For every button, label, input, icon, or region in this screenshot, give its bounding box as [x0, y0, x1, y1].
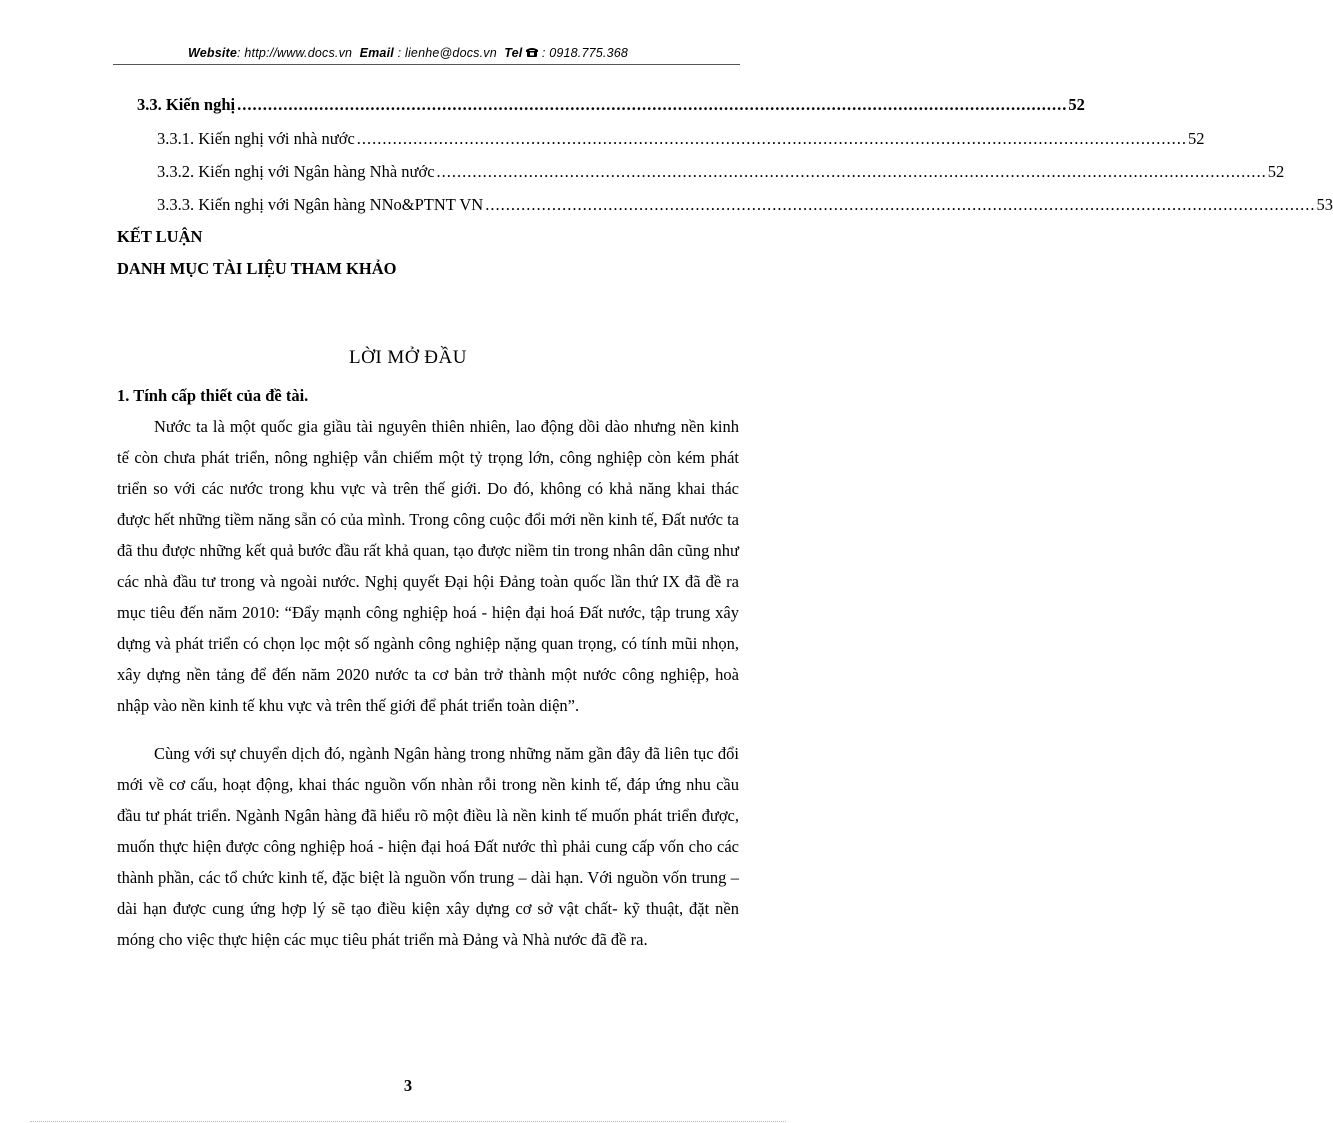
page-title: LỜI MỞ ĐẦU: [349, 347, 467, 368]
toc-entry: [117, 129, 1205, 151]
toc-entry-page: 52: [1267, 162, 1285, 181]
paragraph: Cùng với sự chuyển dịch đó, ngành Ngân hàng trong những năm gần đây đã liên tục đổi mới về cơ cấu, hoạt động, khai thác nguồn vốn nhàn rỗi trong nền kinh tế, đáp ứng nhu cầu đầu tư phát triển. Ngành Ngân hàng đã hiểu rõ một điều là nền kinh tế muốn phát triển được, muốn thực hiện được công nghiệp hoá - hiện đại hoá Đất nước thì phải cung cấp vốn cho các thành phần, các tổ chức kinh tế, đặc biệt là nguồn vốn trung – dài hạn. Với nguồn vốn trung – dài hạn được cung ứng hợp lý sẽ tạo điều kiện xây dựng cơ sở vật chất- kỹ thuật, đặt nền móng cho việc thực hiện các mục tiêu phát triển mà Đảng và Nhà nước đã đề ra.: [117, 744, 739, 949]
toc-entry: [117, 195, 1333, 217]
toc-entry: [117, 162, 1285, 184]
tel-value: : 0918.775.368: [541, 46, 629, 60]
toc-leader: ..................................................................................................................................................................: [237, 95, 1068, 114]
header-divider: [113, 64, 740, 65]
phone-icon: [526, 47, 538, 61]
page-header: [0, 46, 816, 61]
toc-leader: ..................................................................................................................................................................: [356, 129, 1188, 148]
bottom-divider: [30, 1121, 786, 1122]
toc-conclusion: KẾT LUẬN: [117, 227, 203, 246]
section-heading: 1. Tính cấp thiết của đề tài.: [117, 386, 309, 405]
paragraph: Nước ta là một quốc gia giầu tài nguyên thiên nhiên, lao động dồi dào nhưng nền kinh tế còn chưa phát triển, nông nghiệp vẫn chiếm một tỷ trọng lớn, công nghiệp còn kém phát triển so với các nước trong khu vực và trên thế giới. Do đó, không có khả năng khai thác được hết những tiềm năng sẵn có của mình. Trong công cuộc đổi mới nền kinh tế, Đất nước ta đã thu được những kết quả bước đầu rất khả quan, tạo được niềm tin trong nhân dân cũng như các nhà đầu tư trong và ngoài nước. Nghị quyết Đại hội Đảng toàn quốc lần thứ IX đã đề ra mục tiêu đến năm 2010: “Đẩy mạnh công nghiệp hoá - hiện đại hoá Đất nước, tập trung xây dựng và phát triển có chọn lọc một số ngành công nghiệp nặng quan trọng, có tính mũi nhọn, xây dựng nền tảng để đến năm 2020 nước ta cơ bản trở thành một nước công nghiệp, hoà nhập vào nền kinh tế khu vực và trên thế giới để phát triển toàn diện”.: [117, 417, 739, 715]
page-number: 3: [403, 1076, 413, 1095]
toc-entry-title: 3.3.2. Kiến nghị với Ngân hàng Nhà nước: [157, 162, 435, 181]
toc-entry-title: 3.3. Kiến nghị: [137, 95, 236, 114]
email-value: : lienhe@docs.vn: [397, 46, 497, 60]
toc-entry-page: 53: [1316, 195, 1333, 214]
toc-references: DANH MỤC TÀI LIỆU THAM KHẢO: [117, 259, 397, 278]
toc-entry-title: 3.3.1. Kiến nghị với nhà nước: [157, 129, 355, 148]
toc-entry-page: 52: [1068, 95, 1085, 114]
website-label: Website: [187, 46, 238, 60]
email-label: Email: [359, 46, 394, 60]
tel-label: Tel: [504, 46, 523, 60]
toc-leader: ..................................................................................................................................................................: [436, 162, 1267, 181]
toc-entry-page: 52: [1188, 129, 1205, 148]
toc-entry: [117, 95, 1085, 117]
toc-entry-title: 3.3.3. Kiến nghị với Ngân hàng NNo&PTNT VN: [157, 195, 484, 214]
toc-leader: ..................................................................................................................................................................: [485, 195, 1316, 214]
website-value: : http://www.docs.vn: [237, 46, 353, 60]
